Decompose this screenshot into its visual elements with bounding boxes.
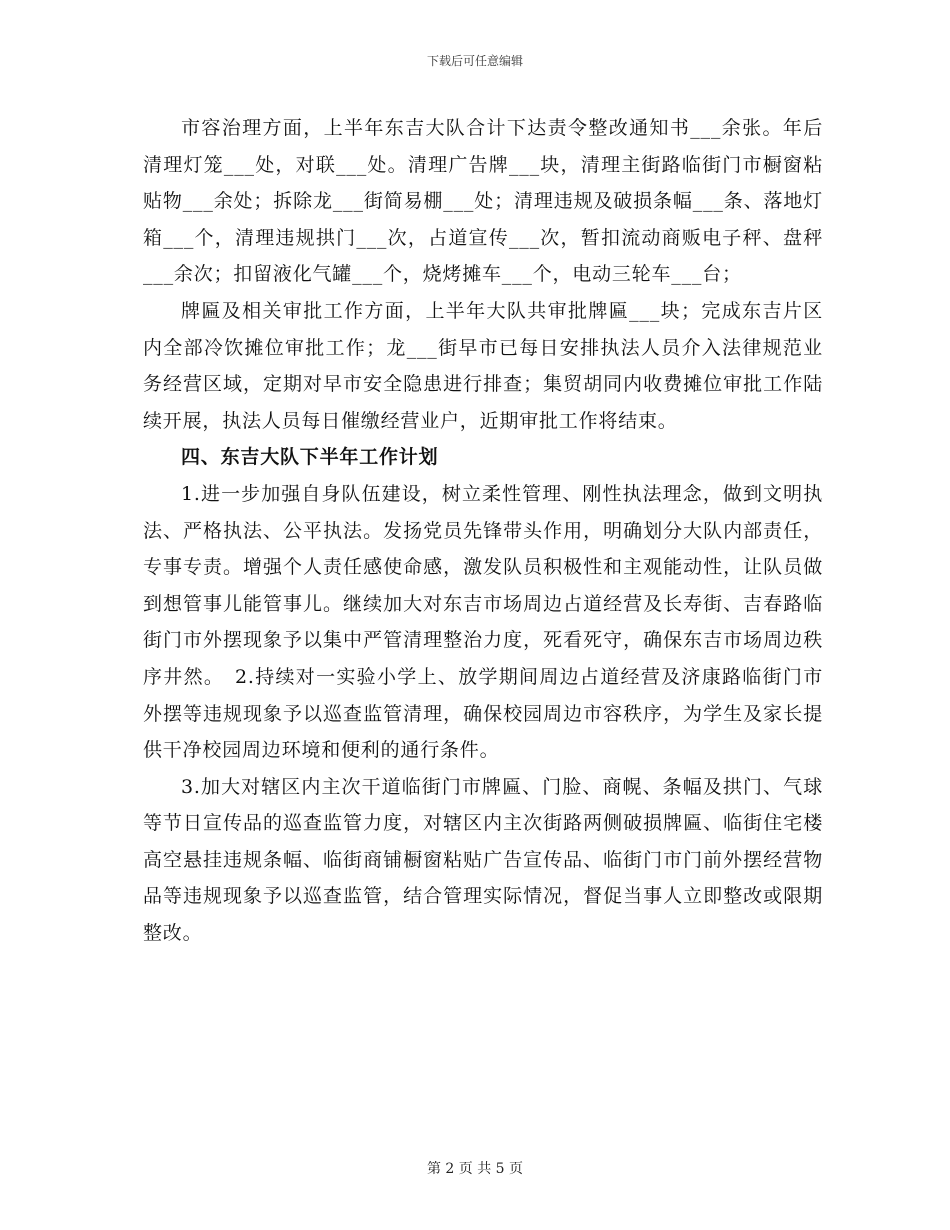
section-heading: 四、东吉大队下半年工作计划 <box>181 446 439 469</box>
document-body <box>143 110 823 952</box>
page-number: 第 2 页 共 5 页 <box>426 1161 524 1177</box>
paragraph-signboard-approval: 牌匾及相关审批工作方面，上半年大队共审批牌匾___块；完成东吉片区内全部冷饮摊位审批工作；龙___街早市已每日安排执法人员介入法律规范业务经营区域，定期对早市安全隐患进行排查；集贸胡同内收费摊位审批工作陆续开展，执法人员每日催缴经营业户，近期审批工作将结束。 <box>143 299 823 432</box>
paragraph-plan-3: 3.加大对辖区内主次干道临街门市牌匾、门脸、商幌、条幅及拱门、气球等节日宣传品的巡查监管力度，对辖区内主次街路两侧破损牌匾、临街住宅楼高空悬挂违规条幅、临街商铺橱窗粘贴广告宣传品、临街门市门前外摆经营物品等违规现象予以巡查监管，结合管理实际情况，督促当事人立即整改或限期整改。 <box>143 775 823 945</box>
paragraph-plan-1-2: 1.进一步加强自身队伍建设，树立柔性管理、刚性执法理念，做到文明执法、严格执法、公平执法。发扬党员先锋带头作用，明确划分大队内部责任，专事专责。增强个人责任感使命感，激发队员积极性和主观能动性，让队员做到想管事儿能管事儿。继续加大对东吉市场周边占道经营及长寿街、吉春路临街门市外摆现象予以集中严管清理整治力度，死看死守，确保东吉市场周边秩序井然。 2.持续对一实验小学上、放学期间周边占道经营及济康路临街门市外摆等违规现象予以巡查监管清理，确保校园周边市容秩序，为学生及家长提供干净校园周边环境和便利的通行条件。 <box>143 482 823 762</box>
paragraph-city-appearance: 市容治理方面，上半年东吉大队合计下达责令整改通知书___余张。年后清理灯笼___处，对联___处。清理广告牌___块，清理主街路临街门市橱窗粘贴物___余处；拆除龙___街简易棚___处；清理违规及破损条幅___条、落地灯箱___个，清理违规拱门___次，占道宣传___次，暂扣流动商贩电子秤、盘秤___余次；扣留液化气罐___个，烧烤摊车___个，电动三轮车___台； <box>143 117 823 286</box>
page-header: 下载后可任意编辑 <box>426 54 523 68</box>
